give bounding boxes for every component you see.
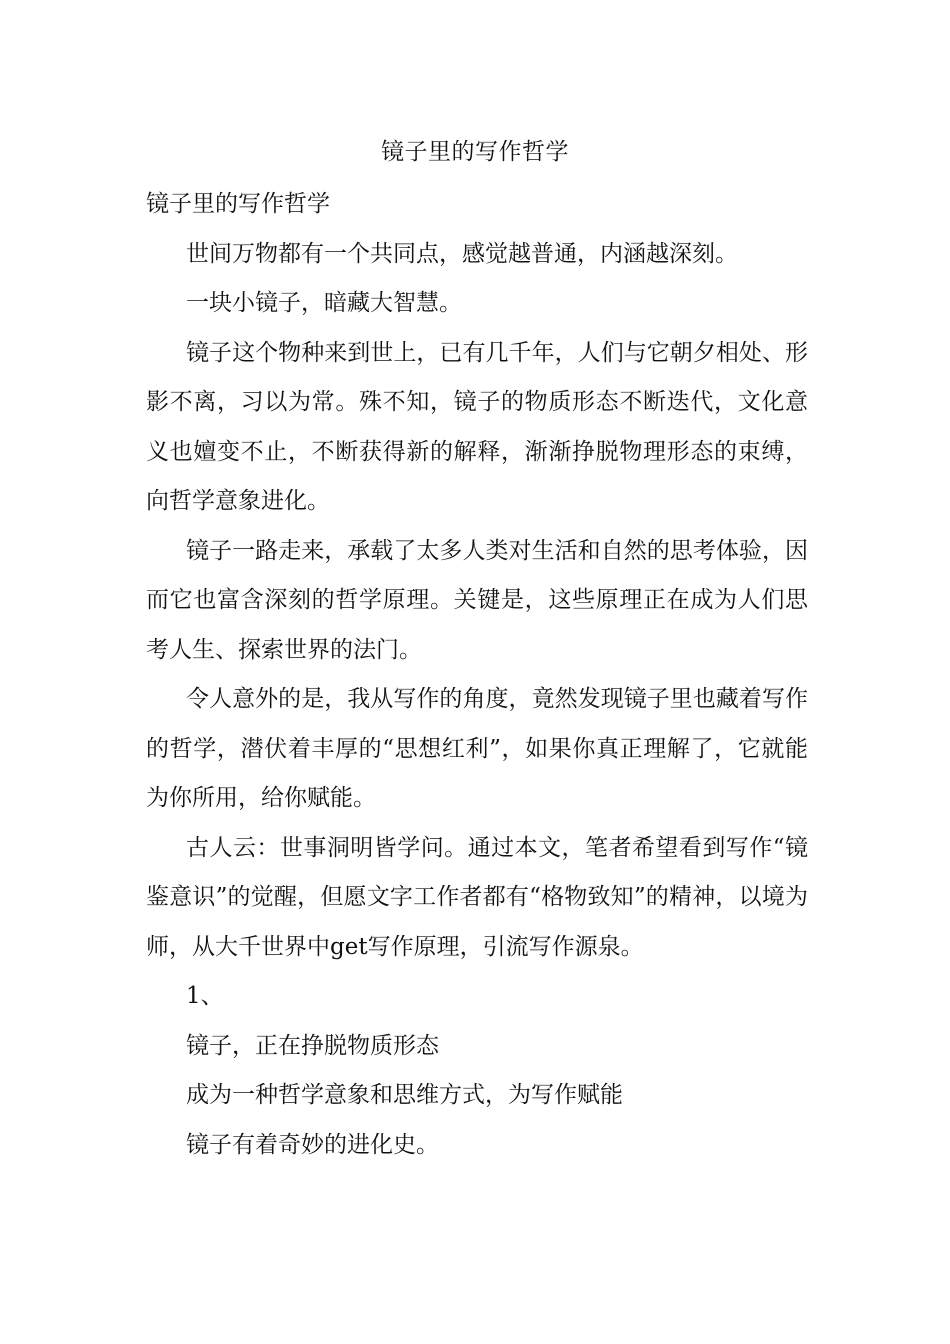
paragraph-6: 古人云：世事洞明皆学问。通过本文，笔者希望看到写作“镜鉴意识”的觉醒，但愿文字工作者都有“格物致知”的精神，以境为师，从大千世界中get写作原理，引流写作源泉。 [146, 834, 808, 960]
paragraph-2: 一块小镜子，暗藏大智慧。 [186, 290, 462, 316]
paragraph-3: 镜子这个物种来到世上，已有几千年，人们与它朝夕相处、形影不离，习以为常。殊不知，镜子的物质形态不断迭代，文化意义也嬗变不止，不断获得新的解释，渐渐挣脱物理形态的束缚，向哲学意象进化。 [146, 339, 808, 514]
paragraph-1: 世间万物都有一个共同点，感觉越普通，内涵越深刻。 [186, 240, 738, 267]
section-number: 1、 [186, 983, 224, 1009]
document-body [146, 180, 808, 1170]
section-heading-line-2: 成为一种哲学意象和思维方式，为写作赋能 [186, 1082, 623, 1108]
section-first-sentence: 镜子有着奇妙的进化史。 [186, 1131, 439, 1158]
document-subtitle: 镜子里的写作哲学 [146, 191, 330, 217]
paragraph-4: 镜子一路走来，承载了太多人类对生活和自然的思考体验，因而它也富含深刻的哲学原理。关键是，这些原理正在成为人们思考人生、探索世界的法门。 [146, 537, 808, 663]
paragraph-5: 令人意外的是，我从写作的角度，竟然发现镜子里也藏着写作的哲学，潜伏着丰厚的“思想红利”，如果你真正理解了，它就能为你所用，给你赋能。 [146, 686, 808, 811]
section-heading-line-1: 镜子，正在挣脱物质形态 [186, 1032, 439, 1059]
document-title: 镜子里的写作哲学 [381, 139, 569, 165]
